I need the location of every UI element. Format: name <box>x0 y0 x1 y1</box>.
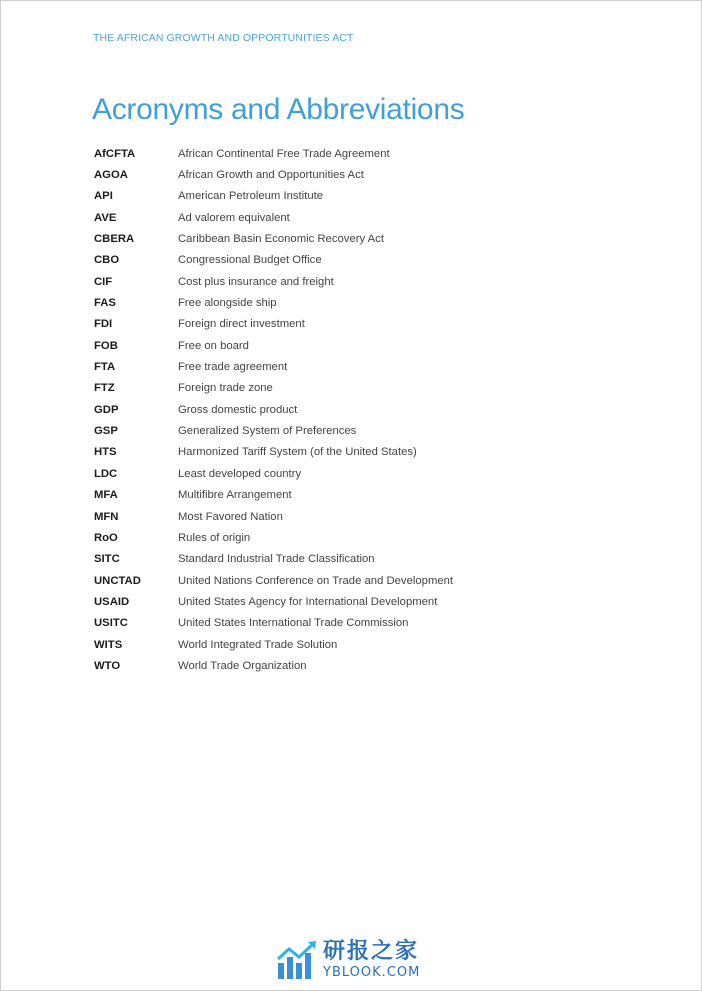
acronym-row <box>94 549 453 570</box>
acronym-row <box>94 143 453 164</box>
acronym-definition: Gross domestic product <box>178 403 298 416</box>
rising-chart-icon <box>277 941 317 979</box>
acronym-abbr: RoO <box>94 531 118 544</box>
running-head: THE AFRICAN GROWTH AND OPPORTUNITIES ACT <box>93 32 354 44</box>
acronym-definition: United States International Trade Commission <box>178 617 409 630</box>
acronym-definition: Free alongside ship <box>178 297 277 310</box>
acronym-row <box>94 271 453 292</box>
acronym-row <box>94 570 453 591</box>
acronym-row <box>94 335 453 356</box>
acronym-row <box>94 314 453 335</box>
acronym-row <box>94 655 453 676</box>
acronym-abbr: USITC <box>94 617 128 630</box>
acronym-abbr: HTS <box>94 446 117 459</box>
acronym-definition: Harmonized Tariff System (of the United States) <box>178 446 417 459</box>
acronym-definition: African Continental Free Trade Agreement <box>178 147 390 160</box>
acronym-row <box>94 164 453 185</box>
acronym-abbr: SITC <box>94 553 120 566</box>
acronym-abbr: FAS <box>94 297 116 310</box>
acronym-definition: Free trade agreement <box>178 361 288 374</box>
acronym-definition: Caribbean Basin Economic Recovery Act <box>178 233 384 246</box>
acronym-abbr: MFA <box>94 489 118 502</box>
acronym-row <box>94 613 453 634</box>
acronym-list <box>94 143 453 677</box>
acronym-definition: Foreign trade zone <box>178 382 273 395</box>
acronym-abbr: UNCTAD <box>94 574 141 587</box>
acronym-row <box>94 442 453 463</box>
watermark-cn: 研报之家 <box>323 939 420 964</box>
acronym-definition: Generalized System of Preferences <box>178 425 357 438</box>
acronym-definition: Congressional Budget Office <box>178 254 322 267</box>
acronym-definition: Ad valorem equivalent <box>178 211 290 224</box>
acronym-definition: Standard Industrial Trade Classification <box>178 553 375 566</box>
acronym-row <box>94 527 453 548</box>
acronym-definition: Least developed country <box>178 467 302 480</box>
acronym-row <box>94 591 453 612</box>
acronym-abbr: GDP <box>94 403 119 416</box>
acronym-definition: Most Favored Nation <box>178 510 283 523</box>
acronym-definition: United Nations Conference on Trade and Development <box>178 574 454 587</box>
acronym-abbr: FTZ <box>94 382 115 395</box>
acronym-row <box>94 399 453 420</box>
acronym-definition: Foreign direct investment <box>178 318 305 331</box>
acronym-definition: United States Agency for International Development <box>178 595 438 608</box>
acronym-abbr: LDC <box>94 467 118 480</box>
acronym-abbr: FOB <box>94 339 118 352</box>
acronym-row <box>94 250 453 271</box>
acronym-abbr: WTO <box>94 659 121 672</box>
acronym-row <box>94 506 453 527</box>
acronym-abbr: CBO <box>94 254 120 267</box>
acronym-row <box>94 186 453 207</box>
acronym-definition: Multifibre Arrangement <box>178 489 292 502</box>
acronym-row <box>94 378 453 399</box>
acronym-definition: American Petroleum Institute <box>178 190 324 203</box>
acronym-row <box>94 292 453 313</box>
acronym-abbr: CBERA <box>94 233 135 246</box>
acronym-abbr: WITS <box>94 638 123 651</box>
acronym-row <box>94 485 453 506</box>
acronym-row <box>94 356 453 377</box>
acronym-abbr: FDI <box>94 318 113 331</box>
acronym-abbr: AfCFTA <box>94 147 136 160</box>
acronym-definition: African Growth and Opportunities Act <box>178 169 364 182</box>
acronym-abbr: FTA <box>94 361 116 374</box>
acronym-row <box>94 463 453 484</box>
acronym-row <box>94 634 453 655</box>
acronym-definition: World Trade Organization <box>178 659 307 672</box>
acronym-definition: Cost plus insurance and freight <box>178 275 334 288</box>
acronym-definition: Free on board <box>178 339 249 352</box>
acronym-abbr: MFN <box>94 510 119 523</box>
acronym-abbr: CIF <box>94 275 113 288</box>
acronym-row <box>94 420 453 441</box>
acronym-definition: Rules of origin <box>178 531 251 544</box>
acronym-row <box>94 228 453 249</box>
acronym-row <box>94 207 453 228</box>
acronym-abbr: API <box>94 190 113 203</box>
acronym-abbr: GSP <box>94 425 118 438</box>
watermark-logo <box>277 941 420 979</box>
acronym-abbr: AGOA <box>94 169 128 182</box>
watermark-en: YBLOOK.COM <box>323 965 421 980</box>
acronym-abbr: USAID <box>94 595 130 608</box>
acronym-abbr: AVE <box>94 211 117 224</box>
page-title: Acronyms and Abbreviations <box>92 93 465 126</box>
acronym-definition: World Integrated Trade Solution <box>178 638 338 651</box>
